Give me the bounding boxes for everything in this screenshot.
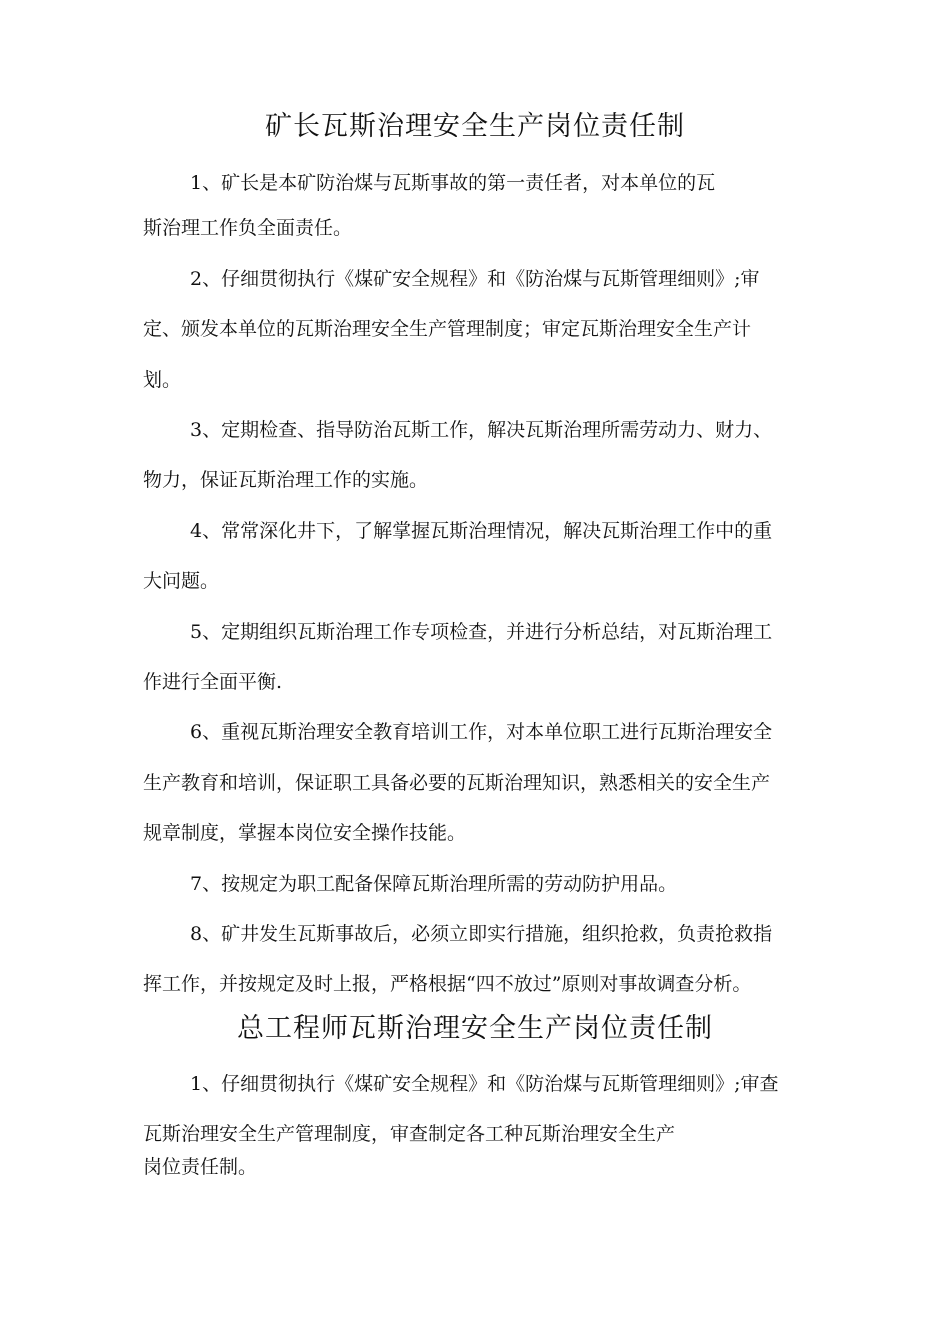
section-1-line-3: 2、仔细贯彻执行《煤矿安全规程》和《防治煤与瓦斯管理细则》;审 [190, 268, 760, 290]
section-1-line-1: 1、矿长是本矿防治煤与瓦斯事故的第一责任者，对本单位的瓦 [190, 172, 716, 194]
section-1-line-7: 物力，保证瓦斯治理工作的实施。 [143, 469, 429, 491]
section-1-line-11: 作进行全面平衡. [143, 671, 283, 693]
section-2-line-2: 瓦斯治理安全生产管理制度，审查制定各工种瓦斯治理安全生产 [143, 1123, 676, 1145]
section-2-line-1: 1、仔细贯彻执行《煤矿安全规程》和《防治煤与瓦斯管理细则》;审查 [190, 1073, 779, 1095]
section-1-line-17: 挥工作，并按规定及时上报，严格根据“四不放过”原则对事故调查分析。 [143, 973, 752, 995]
section-1-line-8: 4、常常深化井下，了解掌握瓦斯治理情况，解决瓦斯治理工作中的重 [190, 520, 773, 542]
section-1-line-10: 5、定期组织瓦斯治理工作专项检查，并进行分析总结，对瓦斯治理工 [190, 621, 773, 643]
section-1-line-14: 规章制度，掌握本岗位安全操作技能。 [143, 822, 467, 844]
section-1-line-15: 7、按规定为职工配备保障瓦斯治理所需的劳动防护用品。 [190, 873, 678, 895]
section-1-line-9: 大问题。 [143, 570, 220, 592]
section-1-line-12: 6、重视瓦斯治理安全教育培训工作，对本单位职工进行瓦斯治理安全 [190, 721, 773, 743]
section-1-line-5: 划。 [143, 369, 182, 391]
section-1-line-16: 8、矿井发生瓦斯事故后，必须立即实行措施，组织抢救，负责抢救指 [190, 923, 773, 945]
section-1-line-13: 生产教育和培训，保证职工具备必要的瓦斯治理知识，熟悉相关的安全生产 [143, 772, 771, 794]
section-1-line-6: 3、定期检查、指导防治瓦斯工作，解决瓦斯治理所需劳动力、财力、 [190, 419, 773, 441]
section-1-line-2: 斯治理工作负全面责任。 [143, 217, 353, 239]
section-2-title: 总工程师瓦斯治理安全生产岗位责任制 [237, 1013, 713, 1044]
section-1-line-4: 定、颁发本单位的瓦斯治理安全生产管理制度；审定瓦斯治理安全生产计 [143, 318, 752, 340]
section-1-title: 矿长瓦斯治理安全生产岗位责任制 [265, 111, 685, 142]
section-2-line-3: 岗位责任制。 [143, 1156, 258, 1178]
